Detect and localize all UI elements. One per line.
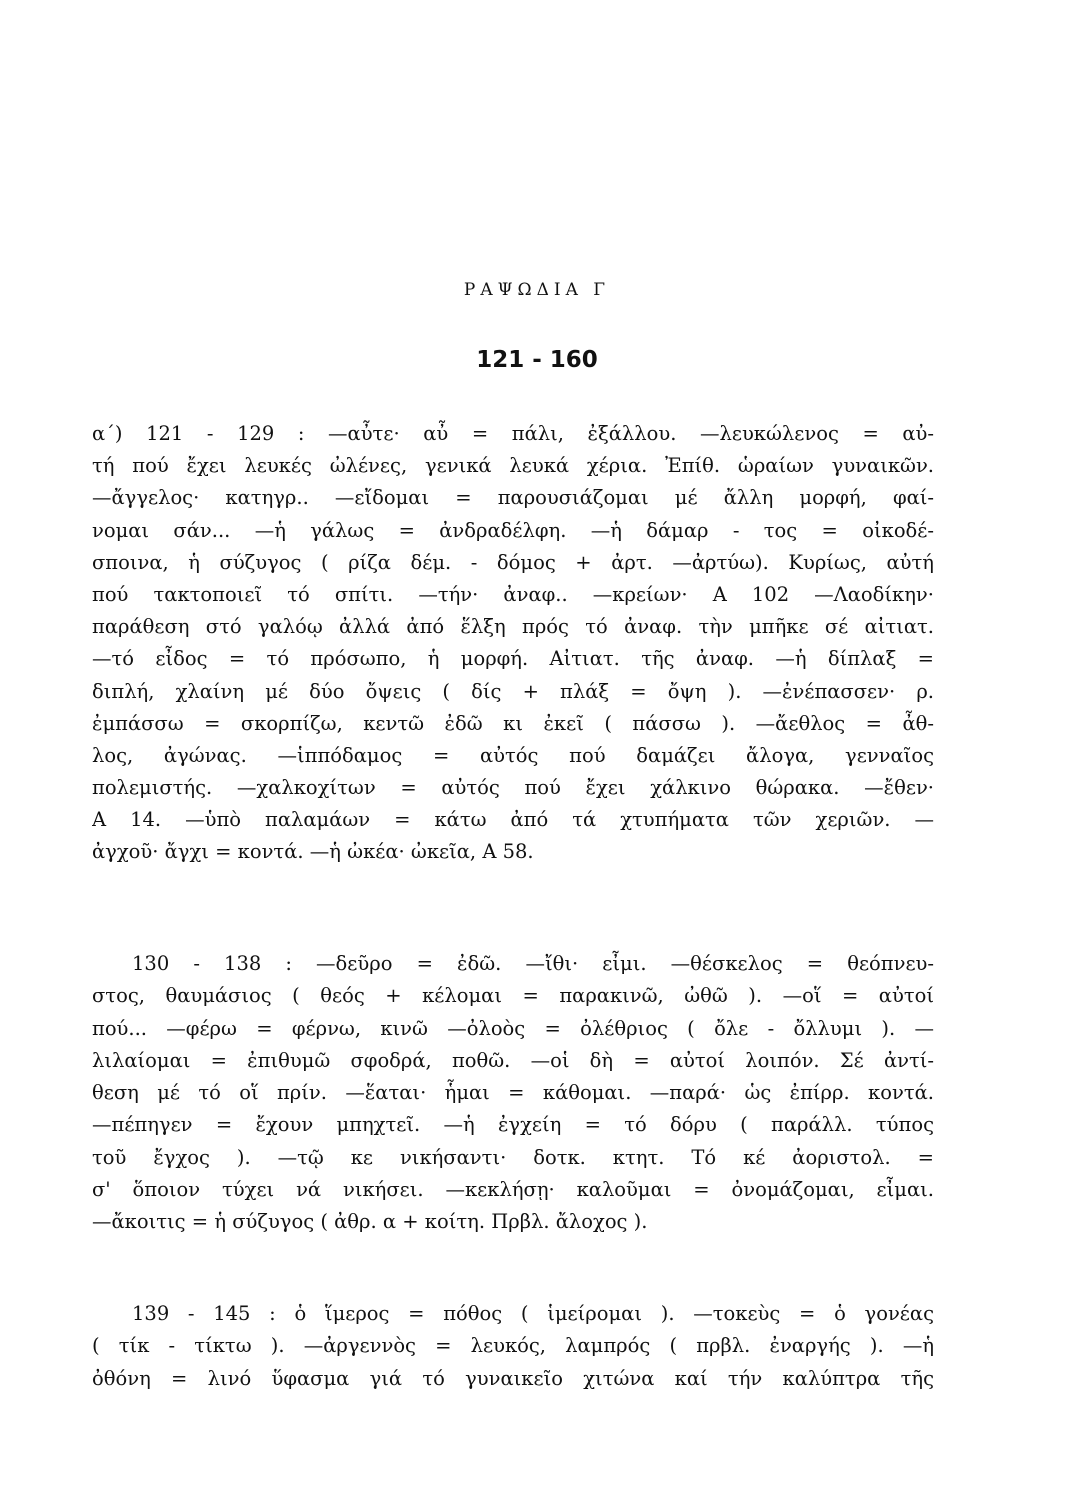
text-line: νομαι σάν... —ἡ γάλως = ἀνδραδέλφη. —ἡ δάμαρ - τος = οἰκοδέ- bbox=[92, 518, 934, 542]
book-title: ΡΑΨΩΔΙΑ Γ bbox=[463, 280, 611, 300]
text-line: λος, ἀγώνας. —ἱππόδαμος = αὐτός πού δαμάζει ἄλογα, γενναῖος bbox=[92, 743, 934, 767]
text-line: —ἄγγελος· κατηγρ.. —εἴδομαι = παρουσιάζομαι μέ ἄλλη μορφή, φαί- bbox=[92, 486, 934, 510]
text-line: σποινα, ἡ σύζυγος ( ρίζα δέμ. - δόμος + ἀρτ. —ἀρτύω). Κυρίως, αὐτή bbox=[92, 550, 934, 574]
text-line: —ἄκοιτις = ἡ σύζυγος ( ἀθρ. α + κοίτη. Πρβλ. ἄλοχος ). bbox=[92, 1210, 648, 1234]
text-line: τοῦ ἔγχος ). —τῷ κε νικήσαντι· δοτκ. κτητ. Τό κέ ἀοριστολ. = bbox=[92, 1145, 934, 1169]
text-line: διπλή, χλαίνη μέ δύο ὄψεις ( δίς + πλάξ = ὄψη ). —ἐνέπασσεν· ρ. bbox=[92, 679, 934, 703]
text-line: στος, θαυμάσιος ( θεός + κέλομαι = παρακινῶ, ὠθῶ ). —οἵ = αὐτοί bbox=[92, 984, 934, 1008]
text-line: —τό εἶδος = τό πρόσωπο, ἡ μορφή. Αἰτιατ. τῆς ἀναφ. —ἡ δίπλαξ = bbox=[92, 647, 934, 671]
commentary-section-121-129 bbox=[92, 418, 934, 869]
text-line: ἀγχοῦ· ἄγχι = κοντά. —ἡ ὠκέα· ὠκεῖα, Α 58. bbox=[92, 840, 534, 864]
text-line: 139 - 145 : ὁ ἵμερος = πόθος ( ἱμείρομαι ). —τοκεὺς = ὁ γονέας bbox=[132, 1302, 934, 1325]
text-line: τή πού ἔχει λευκές ὠλένες, γενικά λευκά χέρια. Ἐπίθ. ὡραίων γυναικῶν. bbox=[92, 454, 934, 478]
text-line: λιλαίομαι = ἐπιθυμῶ σφοδρά, ποθῶ. —οἱ δὴ = αὐτοί λοιπόν. Σέ ἀντί- bbox=[92, 1048, 934, 1072]
text-line: —πέπηγεν = ἔχουν μπηχτεῖ. —ἡ ἐγχείη = τό δόρυ ( παράλλ. τύπος bbox=[92, 1113, 934, 1137]
text-line: α΄) 121 - 129 : —αὖτε· αὖ = πάλι, ἐξάλλου. —λευκώλενος = αὐ- bbox=[92, 422, 934, 445]
text-line: σ' ὅποιον τύχει νά νικήσει. —κεκλήσῃ· καλοῦμαι = ὀνομάζομαι, εἶμαι. bbox=[92, 1178, 934, 1202]
text-line: ἐμπάσσω = σκορπίζω, κεντῶ ἐδῶ κι ἐκεῖ ( πάσσω ). —ἄεθλος = ἆθ- bbox=[92, 711, 934, 735]
text-line: Α 14. —ὑπὸ παλαμάων = κάτω ἀπό τά χτυπήματα τῶν χεριῶν. — bbox=[92, 808, 934, 832]
text-line: 130 - 138 : —δεῦρο = ἐδῶ. —ἴθι· εἶμι. —θέσκελος = θεόπνευ- bbox=[132, 952, 934, 975]
text-line: πολεμιστής. —χαλκοχίτων = αὐτός πού ἔχει χάλκινο θώρακα. —ἔθεν· bbox=[92, 776, 934, 800]
text-line: πού... —φέρω = φέρνω, κινῶ —ὀλοὸς = ὀλέθριος ( ὄλε - ὄλλυμι ). — bbox=[92, 1016, 934, 1040]
verse-range-heading: 121 - 160 bbox=[476, 347, 598, 373]
commentary-section-139-145 bbox=[92, 1298, 934, 1395]
text-line: θεση μέ τό οἵ πρίν. —ἕαται· ἧμαι = κάθομαι. —παρά· ὡς ἐπίρρ. κοντά. bbox=[92, 1081, 934, 1105]
text-line: παράθεση στό γαλόῳ ἀλλά ἀπό ἕλξη πρός τό ἀναφ. τὴν μπῆκε σέ αἰτιατ. bbox=[92, 615, 934, 639]
text-line: ( τίκ - τίκτω ). —ἀργεννὸς = λευκός, λαμπρός ( πρβλ. ἐναργής ). —ἡ bbox=[92, 1334, 934, 1358]
commentary-section-130-138 bbox=[92, 948, 934, 1239]
text-line: ὀθόνη = λινό ὕφασμα γιά τό γυναικεῖο χιτώνα καί τήν καλύπτρα τῆς bbox=[92, 1366, 934, 1390]
text-line: πού τακτοποιεῖ τό σπίτι. —τήν· ἀναφ.. —κρείων· Α 102 —Λαοδίκην· bbox=[92, 582, 934, 606]
